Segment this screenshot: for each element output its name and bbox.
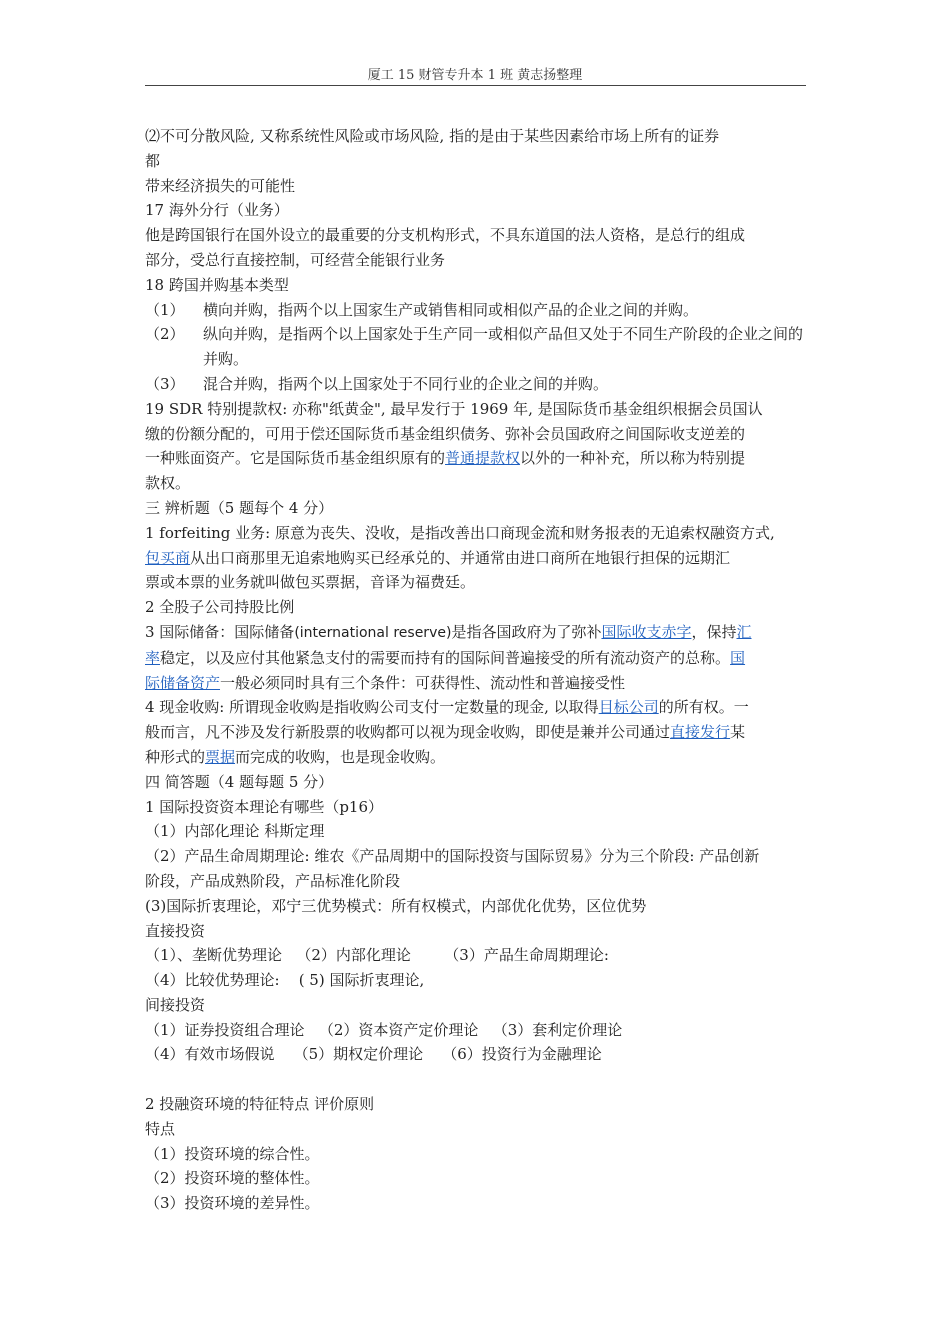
subheading-indirect: 间接投资 [145, 995, 206, 1014]
section-heading-4: 四 简答题（4 题每题 5 分） [145, 772, 334, 791]
text: 一般必须同时具有三个条件：可获得性、流动性和普遍接受性 [220, 673, 626, 692]
theory-row [145, 1018, 815, 1043]
theory-item: （1）、垄断优势理论 [145, 946, 283, 965]
section-heading-3: 三 辨析题（5 题每个 4 分） [145, 498, 334, 517]
paragraph: 带来经济损失的可能性 [145, 176, 296, 195]
link-exchange-rate[interactable]: 汇 [736, 622, 752, 641]
paragraph: 1 forfeiting 业务: 原意为丧失、没收，是指改善出口商现金流和财务报表的无追索权融资方式, [145, 523, 775, 542]
link-notes[interactable]: 票据 [205, 747, 236, 766]
paragraph [145, 446, 815, 471]
theory-row [145, 968, 815, 993]
link-reserve-assets[interactable]: 国 [730, 648, 746, 667]
page-header: 厦工 15 财管专升本 1 班 黄志扬整理 [367, 68, 583, 83]
theory-item: （5）期权定价理论 [293, 1045, 424, 1064]
paragraph: 票或本票的业务就叫做包买票据，音译为福费廷。 [145, 573, 476, 592]
paragraph [145, 720, 815, 745]
text: 而完成的收购，也是现金收购。 [235, 747, 446, 766]
paragraph: 他是跨国银行在国外设立的最重要的分支机构形式，不具东道国的法人资格，是总行的组成 [145, 226, 746, 245]
text: 以外的一种补充，所以称为特别提 [520, 449, 746, 468]
paragraph: 款权。 [145, 474, 191, 493]
link-exchange-rate[interactable]: 率 [145, 648, 161, 667]
text: 3 国际储备：国际储备 [145, 622, 295, 641]
list-text: 纵向并购，是指两个以上国家处于生产同一或相似产品但又处于不同生产阶段的企业之间的并购。 [203, 325, 804, 369]
list-number: （2） [145, 325, 185, 344]
text: (international reserve) [294, 624, 452, 641]
feature-item: （3）投资环境的差异性。 [145, 1194, 320, 1213]
theory-row [145, 943, 815, 968]
link-ordinary-drawing-rights[interactable]: 普通提款权 [445, 449, 521, 468]
answer-line: （1）内部化理论 科斯定理 [145, 822, 325, 841]
subheading-features: 特点 [145, 1119, 176, 1138]
paragraph: 部分，受总行直接控制，可经营全能银行业务 [145, 250, 446, 269]
paragraph [145, 671, 815, 696]
heading-17: 17 海外分行（业务） [145, 201, 289, 220]
link-balance-deficit[interactable]: 国际收支赤字 [601, 622, 692, 641]
header-rule [145, 85, 806, 86]
list-text: 混合并购，指两个以上国家处于不同行业的企业之间的并购。 [203, 374, 609, 393]
theory-item: （6）投资行为金融理论 [442, 1045, 602, 1064]
heading-18: 18 跨国并购基本类型 [145, 275, 289, 294]
answer-line: 阶段，产品成熟阶段，产品标准化阶段 [145, 871, 401, 890]
answer-line: (3)国际折衷理论，邓宁三优势模式：所有权模式，内部优化优势，区位优势 [145, 896, 647, 915]
text: 是指各国政府为了弥补 [451, 622, 602, 641]
link-direct-issue[interactable]: 直接发行 [670, 723, 731, 742]
text: 某 [730, 723, 746, 742]
paragraph: 2 全股子公司持股比例 [145, 598, 295, 617]
theory-item: （2）内部化理论 [296, 946, 411, 965]
theory-item: ( 5) 国际折衷理论, [298, 971, 425, 990]
link-forfaiter[interactable]: 包买商 [145, 548, 191, 567]
text: 般而言，凡不涉及发行新股票的收购都可以视为现金收购，即使是兼并公司通过 [145, 723, 671, 742]
theory-item: （2）资本资产定价理论 [318, 1020, 479, 1039]
list-text: 横向并购，指两个以上国家生产或销售相同或相似产品的企业之间的并购。 [203, 300, 699, 319]
answer-line: （2）产品生命周期理论: 维农《产品周期中的国际投资与国际贸易》分为三个阶段: 产品创新 [145, 847, 760, 866]
theory-item: （4）有效市场假说 [145, 1045, 275, 1064]
paragraph: 缴的份额分配的，可用于偿还国际货币基金组织债务、弥补会员国政府之间国际收支逆差的 [145, 424, 746, 443]
paragraph: 都 [145, 151, 161, 170]
list-item [145, 298, 815, 323]
link-target-company[interactable]: 目标公司 [598, 698, 659, 717]
text: 种形式的 [145, 747, 206, 766]
feature-item: （1）投资环境的综合性。 [145, 1144, 320, 1163]
question: 1 国际投资资本理论有哪些（p16） [145, 797, 384, 816]
list-number: （1） [145, 300, 185, 319]
paragraph [145, 646, 815, 671]
paragraph: 19 SDR 特别提款权: 亦称"纸黄金", 最早发行于 1969 年, 是国际货币基金组织根据会员国认 [145, 399, 763, 418]
theory-item: （4）比较优势理论: [145, 971, 280, 990]
theory-row [145, 1042, 815, 1067]
link-reserve-assets[interactable]: 际储备资产 [145, 673, 221, 692]
list-number: （3） [145, 374, 185, 393]
theory-item: （3）套利定价理论 [492, 1020, 623, 1039]
list-item [145, 322, 815, 372]
spacer [145, 1067, 815, 1092]
paragraph [145, 620, 815, 646]
document-body [145, 124, 815, 1216]
paragraph [145, 695, 815, 720]
text: 4 现金收购: 所谓现金收购是指收购公司支付一定数量的现金, 以取得 [145, 698, 599, 717]
text: 从出口商那里无追索地购买已经承兑的、并通常由进口商所在地银行担保的远期汇 [190, 548, 731, 567]
text: 的所有权。一 [658, 698, 749, 717]
paragraph [145, 745, 815, 770]
theory-item: （3）产品生命周期理论: [444, 946, 609, 965]
paragraph [145, 546, 815, 571]
subheading-direct: 直接投资 [145, 921, 206, 940]
list-item [145, 372, 815, 397]
text: 一种账面资产。它是国际货币基金组织原有的 [145, 449, 446, 468]
question: 2 投融资环境的特征特点 评价原则 [145, 1095, 375, 1114]
text: 稳定，以及应付其他紧急支付的需要而持有的国际间普遍接受的所有流动资产的总称。 [160, 648, 731, 667]
text: ，保持 [691, 622, 737, 641]
feature-item: （2）投资环境的整体性。 [145, 1169, 320, 1188]
paragraph: ⑵不可分散风险, 又称系统性风险或市场风险, 指的是由于某些因素给市场上所有的证券 [145, 127, 720, 145]
theory-item: （1）证券投资组合理论 [145, 1020, 305, 1039]
